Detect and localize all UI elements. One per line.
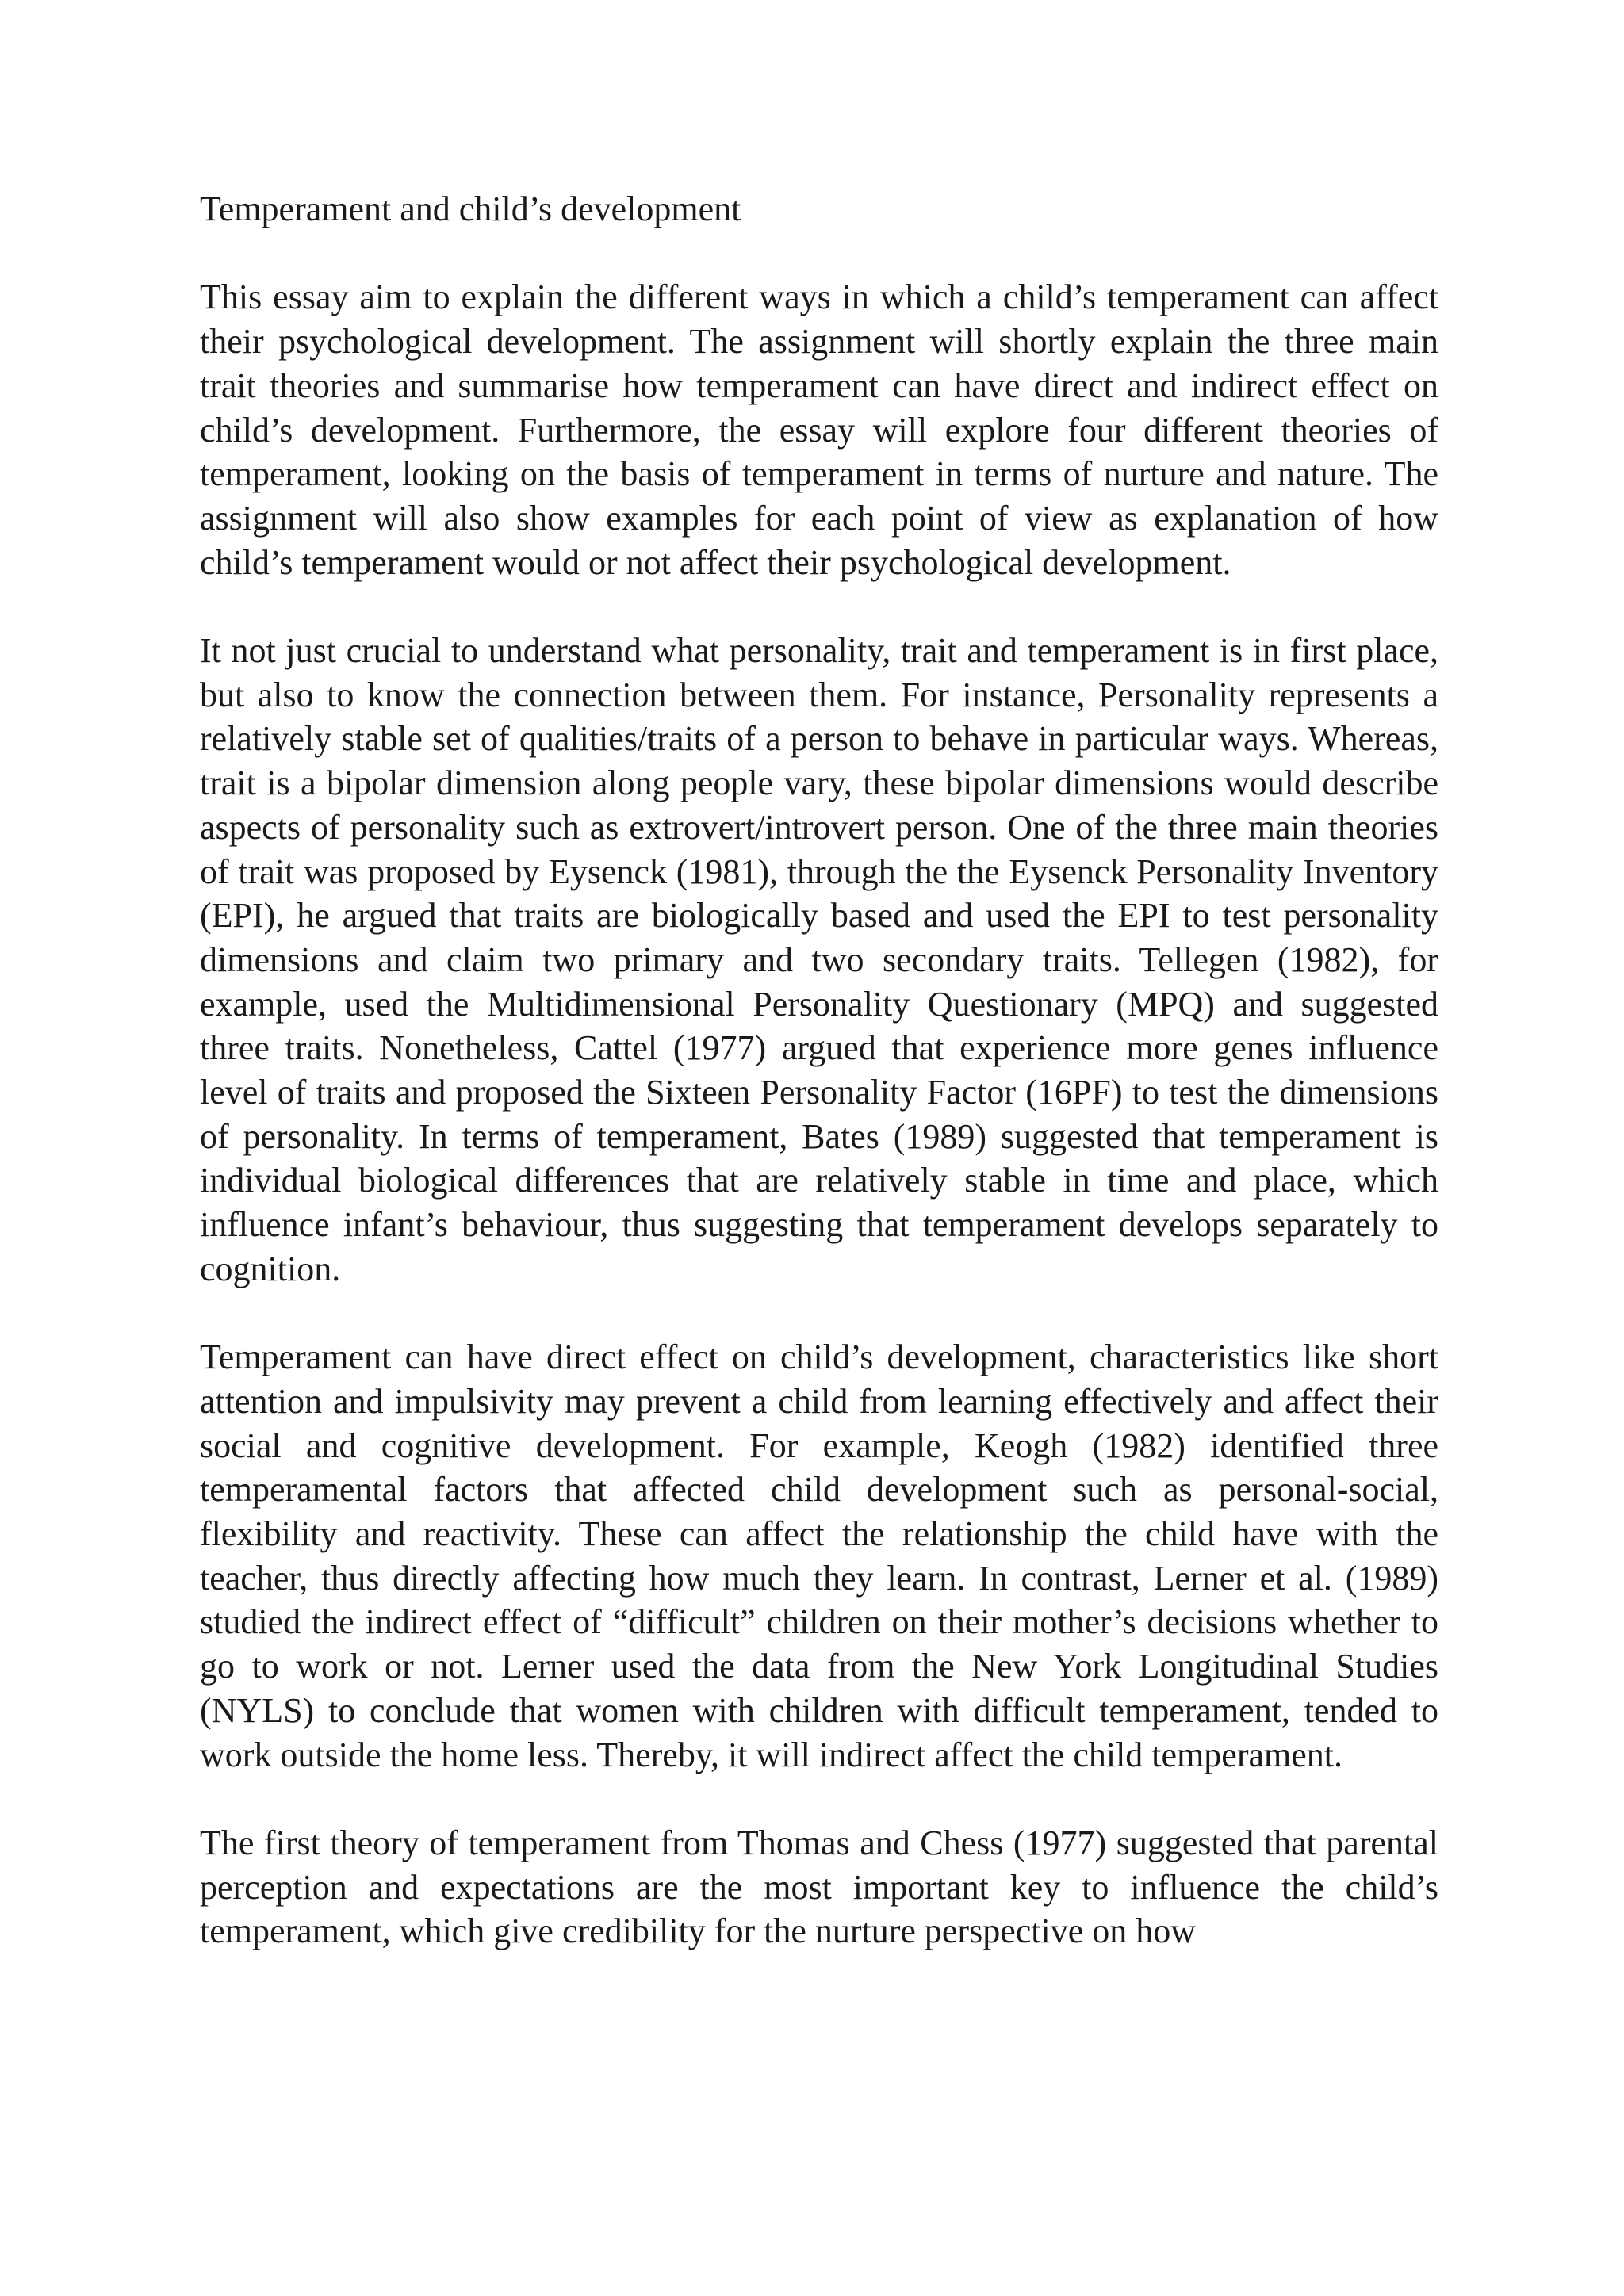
paragraph-direct-indirect-effects: Temperament can have direct effect on child’s development, characteristics like short attention and impulsivity may prevent a child from learning effectively and affect their social and cognitive development. For example, Keogh (1982) identified three temperamental factors that affected child development such as personal-social, flexibility and reactivity. These can affect the relationship the child have with the teacher, thus directly affecting how much they learn. In contrast, Lerner et al. (1989) studied the indirect effect of “difficult” children on their mother’s decisions whether to go to work or not. Lerner used the data from the New York Longitudinal Studies (NYLS) to conclude that women with children with difficult temperament, tended to work outside the home less. Thereby, it will indirect affect the child temperament. [200, 1337, 1438, 1774]
document-title: Temperament and child’s development [200, 189, 741, 228]
paragraph-introduction: This essay aim to explain the different ways in which a child’s temperament can affect their psychological development. The assignment will shortly explain the three main trait theories and summarise how temperament can have direct and indirect effect on child’s development. Furthermore, the essay will explore four different theories of temperament, looking on the basis of temperament in terms of nurture and nature. The assignment will also show examples for each point of view as explanation of how child’s temperament would or not affect their psychological development. [200, 277, 1438, 582]
paragraph-first-theory: The first theory of temperament from Thomas and Chess (1977) suggested that parental perception and expectations are the most important key to influence the child’s temperament, which give credibility for the nurture perspective on how [200, 1823, 1438, 1951]
paragraph-traits: It not just crucial to understand what personality, trait and temperament is in first place, but also to know the connection between them. For instance, Personality represents a relatively stable set of qualities/traits of a person to behave in particular ways. Whereas, trait is a bipolar dimension along people vary, these bipolar dimensions would describe aspects of personality such as extrovert/introvert person. One of the three main theories of trait was proposed by Eysenck (1981), through the the Eysenck Personality Inventory (EPI), he argued that traits are biologically based and used the EPI to test personality dimensions and claim two primary and two secondary traits. Tellegen (1982), for example, used the Multidimensional Personality Questionary (MPQ) and suggested three traits. Nonetheless, Cattel (1977) argued that experience more genes influence level of traits and proposed the Sixteen Personality Factor (16PF) to test the dimensions of personality. In terms of temperament, Bates (1989) suggested that temperament is individual biological differences that are relatively stable in time and place, which influence infant’s behaviour, thus suggesting that temperament develops separately to cognition. [200, 631, 1438, 1288]
document-body [200, 187, 1438, 1954]
